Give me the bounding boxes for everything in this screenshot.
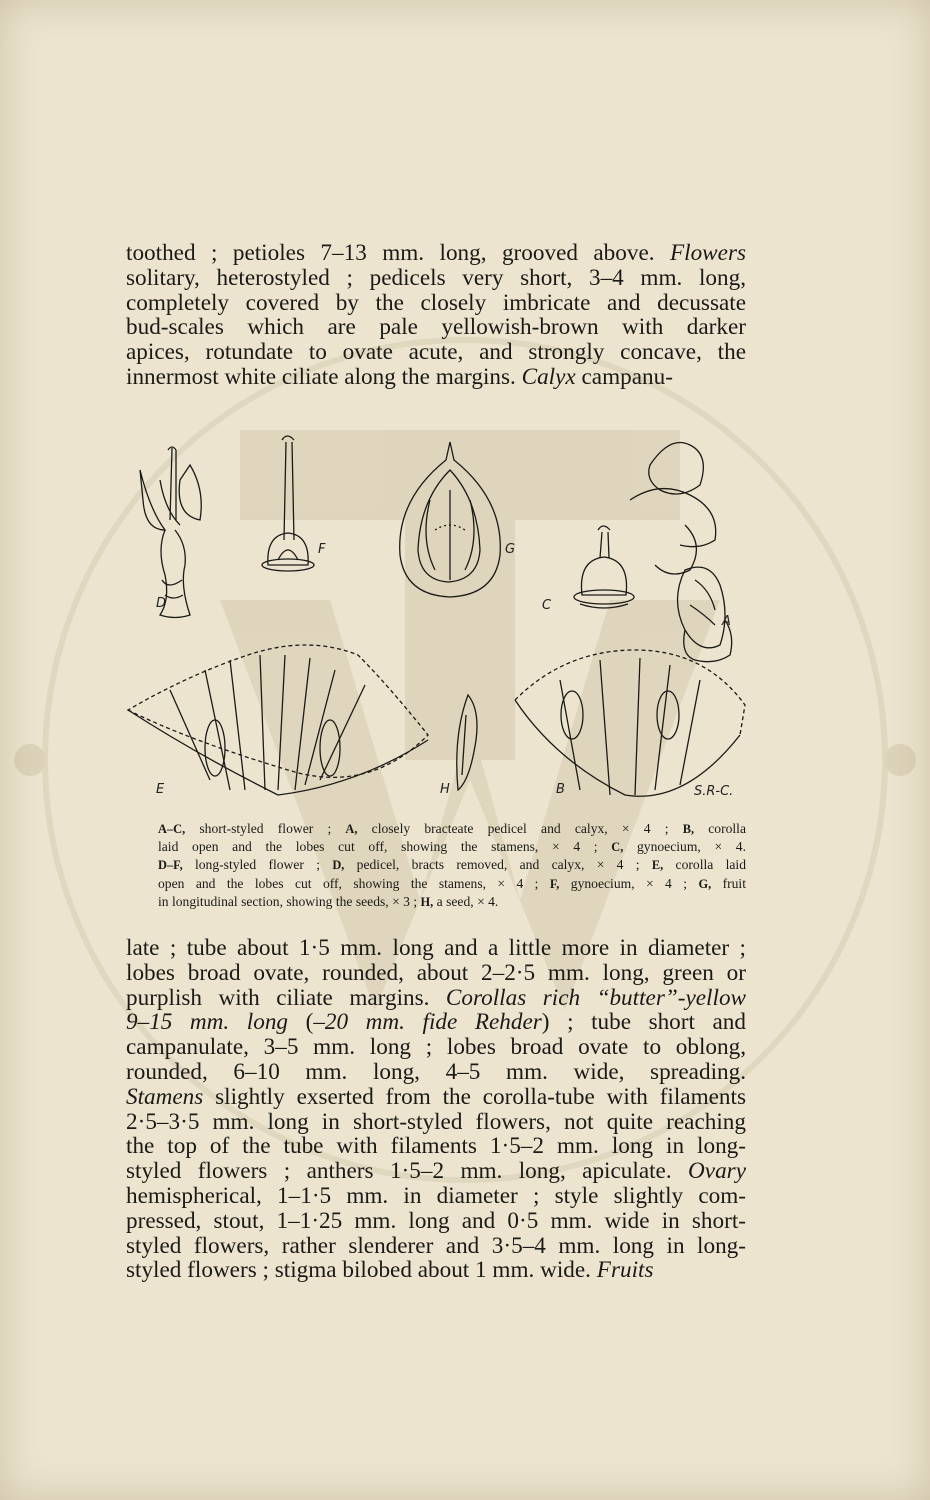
text_bottom-line <box>126 1060 746 1085</box>
caption-text-run: closely bracteate pedicel and calyx, × 4 ; <box>357 821 683 836</box>
text_bottom-text-run: Stamens <box>126 1083 204 1110</box>
caption-text-run: A, <box>345 822 358 836</box>
caption-line <box>158 838 746 856</box>
text_bottom-text-run: hemispherical, 1–1·5 mm. in diameter ; style slightly com- <box>126 1182 746 1209</box>
caption-text-run: gynoecium, × 4. <box>623 839 747 855</box>
text_bottom-text-run: the top of the tube with filaments 1·5–2 mm. long in long- <box>126 1133 746 1160</box>
text_top-text-run: campanu- <box>575 363 673 390</box>
text_bottom-text-run: lobes broad ovate, rounded, about 2–2·5 mm. long, green or <box>126 959 746 986</box>
text_top-line <box>126 340 746 365</box>
text_bottom-text-run: slightly exserted from the corolla-tube with filaments <box>203 1083 746 1110</box>
caption-text-run: D–F, <box>158 858 183 873</box>
body-text-top <box>126 241 746 390</box>
caption-text-run: E, <box>651 858 664 873</box>
caption-text-run: H, <box>420 894 434 909</box>
text_bottom-text-run: Fruits <box>596 1257 654 1284</box>
text_bottom-text-run: –20 mm. fide Rehder <box>313 1009 542 1036</box>
text_bottom-text-run: purplish with ciliate margins. <box>126 984 446 1011</box>
label-a: A <box>722 614 731 629</box>
drawing-e-corolla <box>128 645 428 795</box>
text_bottom-text-run: rounded, 6–10 mm. long, 4–5 mm. wide, spreading. <box>126 1058 746 1085</box>
label-b: B <box>556 782 565 797</box>
text_top-text-run: bud-scales which are pale yellowish-brown with darker <box>126 314 746 341</box>
drawing-h-seed <box>457 695 477 790</box>
label-c: C <box>542 598 552 613</box>
text_bottom-line <box>126 1258 746 1283</box>
caption-text-run: open and the lobes cut off, showing the stamens, × 4 ; <box>158 875 550 891</box>
text_bottom-line <box>126 1134 746 1159</box>
caption-text-run: G, <box>698 876 712 891</box>
drawing-g-fruit <box>400 442 501 597</box>
text_top-text-run: apices, rotundate to ovate acute, and strongly concave, the <box>126 339 746 366</box>
caption-text-run: in longitudinal section, showing the seeds, × 3 ; <box>158 893 421 909</box>
botanical-figure <box>110 430 760 810</box>
text_bottom-line <box>126 986 746 1011</box>
text_top-text-run: innermost white ciliate along the margins. <box>126 363 522 390</box>
figure-caption <box>158 820 746 911</box>
text_bottom-line <box>126 1234 746 1259</box>
text_bottom-text-run: ) ; tube short and <box>541 1009 746 1036</box>
drawing-b-corolla <box>515 650 745 796</box>
text_bottom-text-run: Ovary <box>688 1158 746 1185</box>
text_bottom-text-run: styled flowers ; anthers 1·5–2 mm. long, apiculate. <box>126 1158 689 1185</box>
text_top-text-run: Flowers <box>669 240 746 266</box>
text_bottom-text-run: Corollas rich “butter”-yellow <box>445 984 746 1011</box>
text_bottom-text-run: 9–15 mm. long <box>126 1009 289 1036</box>
text_top-text-run: solitary, heterostyled ; pedicels very short, 3–4 mm. long, <box>126 264 746 291</box>
text_top-line <box>126 291 746 316</box>
caption-text-run: long-styled flower ; <box>182 857 333 873</box>
text_bottom-line <box>126 1159 746 1184</box>
caption-line <box>158 820 746 838</box>
caption-text-run: A–C, <box>158 822 186 836</box>
label-g: G <box>505 542 516 557</box>
caption-text-run: corolla laid <box>663 857 746 873</box>
caption-text-run: B, <box>682 822 695 836</box>
text_bottom-text-run: campanulate, 3–5 mm. long ; lobes broad ovate to oblong, <box>126 1034 746 1061</box>
text_top-line <box>126 266 746 291</box>
label-h: H <box>440 782 450 797</box>
text_bottom-line <box>126 936 746 961</box>
text_bottom-line <box>126 961 746 986</box>
drawing-c-gynoecium <box>574 526 634 608</box>
caption-line <box>158 875 746 893</box>
caption-text-run: laid open and the lobes cut off, showing the stamens, × 4 ; <box>158 839 612 855</box>
text_bottom-line <box>126 1085 746 1110</box>
label-d: D <box>156 596 167 611</box>
text_top-text-run: Calyx <box>521 363 576 390</box>
label-f: F <box>318 542 326 557</box>
text_top-text-run: toothed ; petioles 7–13 mm. long, grooved above. <box>126 240 670 266</box>
text_top-text-run: completely covered by the closely imbricate and decussate <box>126 289 746 316</box>
body-text-bottom <box>126 936 746 1283</box>
text_top-line <box>126 315 746 340</box>
text_top-line <box>126 365 746 390</box>
text_bottom-text-run: pressed, stout, 1–1·25 mm. long and 0·5 mm. wide in short- <box>126 1207 746 1234</box>
caption-text-run: a seed, × 4. <box>433 893 499 909</box>
text_bottom-line <box>126 1010 746 1035</box>
text_bottom-text-run: ( <box>288 1009 314 1036</box>
text_bottom-text-run: styled flowers ; stigma bilobed about 1 mm. wide. <box>126 1257 597 1284</box>
text_bottom-line <box>126 1035 746 1060</box>
drawing-a-pedicel <box>630 443 732 662</box>
text_bottom-text-run: 2·5–3·5 mm. long in short-styled flowers, not quite reaching <box>126 1108 746 1135</box>
text_bottom-line <box>126 1209 746 1234</box>
caption-text-run: short-styled flower ; <box>185 821 346 836</box>
figure-drawings <box>110 430 760 810</box>
drawing-d-pedicel <box>140 447 201 618</box>
text_top-line <box>126 241 746 266</box>
label-e: E <box>156 782 165 797</box>
caption-line <box>158 856 746 874</box>
caption-text-run: F, <box>549 876 560 891</box>
label-artist: S.R-C. <box>694 784 734 799</box>
caption-text-run: corolla <box>694 821 746 836</box>
caption-text-run: fruit <box>711 875 746 891</box>
caption-text-run: gynoecium, × 4 ; <box>559 875 699 891</box>
caption-line <box>158 893 746 911</box>
drawing-f-gynoecium <box>262 436 314 571</box>
text_bottom-line <box>126 1184 746 1209</box>
caption-text-run: pedicel, bracts removed, and calyx, × 4 ; <box>344 857 652 873</box>
text_bottom-text-run: late ; tube about 1·5 mm. long and a little more in diameter ; <box>126 935 746 961</box>
text_bottom-text-run: styled flowers, rather slenderer and 3·5–4 mm. long in long- <box>126 1232 746 1259</box>
caption-text-run: D, <box>332 858 345 873</box>
text_bottom-line <box>126 1110 746 1135</box>
caption-text-run: C, <box>611 840 624 855</box>
